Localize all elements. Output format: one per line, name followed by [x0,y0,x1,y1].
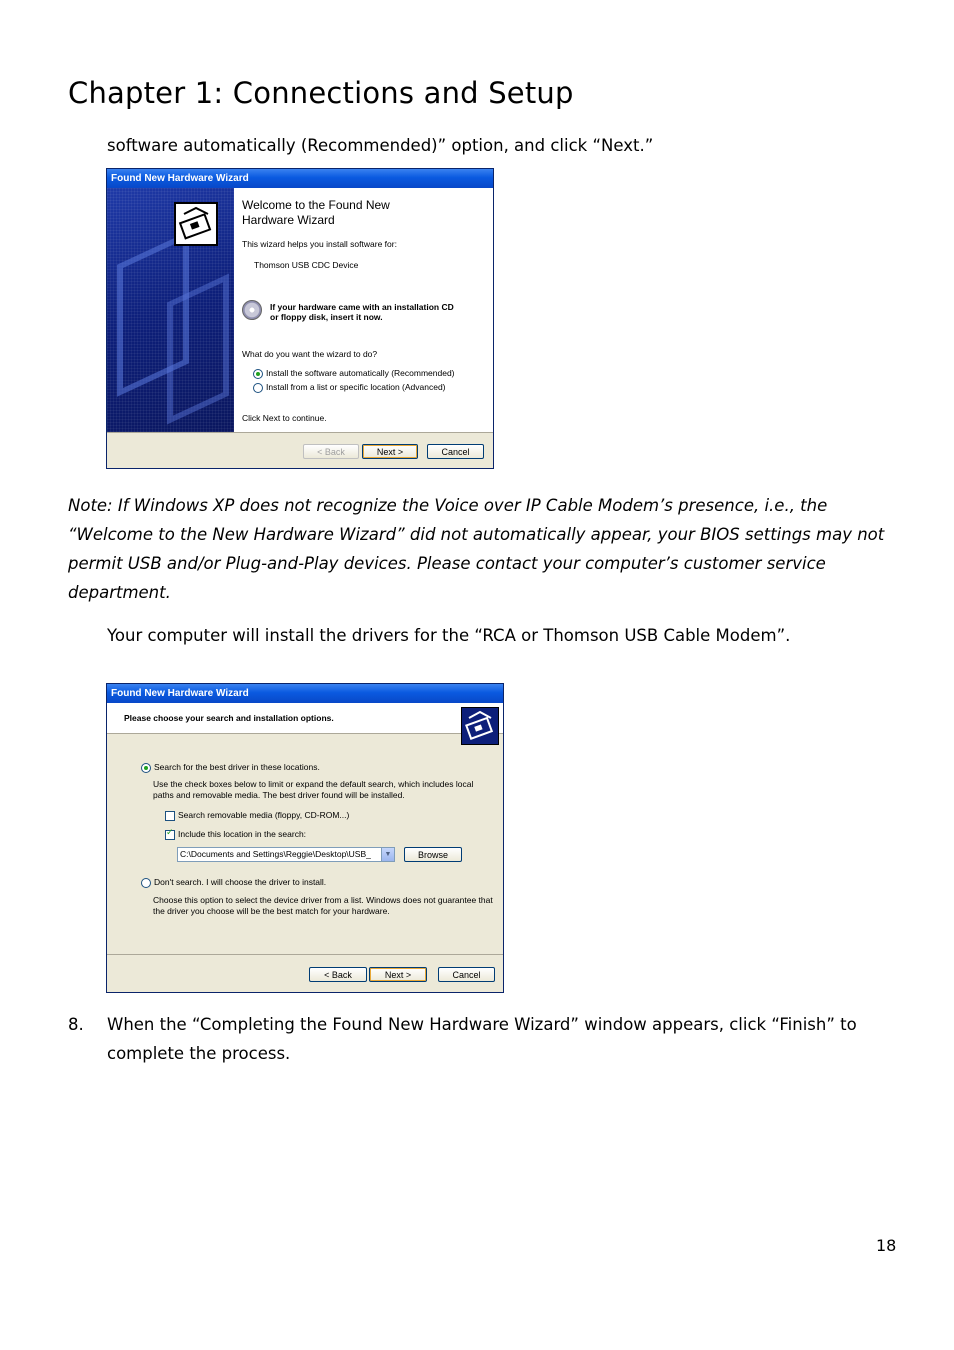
welcome-title: Welcome to the Found New Hardware Wizard [242,198,390,227]
option-install-auto[interactable]: Install the software automatically (Recommended) [253,368,455,379]
dialog-titlebar: Found New Hardware Wizard [107,169,493,188]
device-name: Thomson USB CDC Device [254,260,359,270]
radio-icon[interactable] [253,383,263,393]
cancel-button[interactable]: Cancel [427,444,484,459]
page-number: 18 [876,1236,897,1255]
check-include-location[interactable]: ✓Include this location in the search: [165,829,306,840]
chevron-down-icon[interactable]: ▼ [381,848,394,861]
wizard-welcome-dialog [106,168,494,469]
header-text: Please choose your search and installation options. [124,713,334,723]
step-number: 8. [68,1015,84,1034]
check-removable-media[interactable]: Search removable media (floppy, CD-ROM...) [165,810,349,821]
option-dont-search[interactable]: Don't search. I will choose the driver to install. [141,877,326,888]
option-install-list[interactable]: Install from a list or specific location (Advanced) [253,382,446,393]
back-button[interactable]: < Back [303,444,359,459]
radio-selected-icon[interactable] [253,369,263,379]
continue-text: Click Next to continue. [242,413,327,423]
browse-button[interactable]: Browse [404,847,462,862]
cd-icon [242,300,262,320]
dont-desc-line2: the driver you choose will be the best match for your hardware. [153,906,390,916]
search-desc-line2: paths and removable media. The best driver found will be installed. [153,790,405,800]
option-search-best[interactable]: Search for the best driver in these locations. [141,762,320,773]
next-button[interactable]: Next > [369,967,427,982]
location-path-field[interactable]: C:\Documents and Settings\Reggie\Desktop\USB_ [177,847,395,862]
wizard-header [107,703,503,734]
radio-selected-icon[interactable] [141,763,151,773]
helps-text: This wizard helps you install software for: [242,239,397,249]
intro-text: software automatically (Recommended)” option, and click “Next.” [107,136,654,155]
cd-line1: If your hardware came with an installation CD [270,302,454,312]
back-button[interactable]: < Back [309,967,367,982]
dialog-titlebar: Found New Hardware Wizard [107,684,503,703]
install-text: Your computer will install the drivers for the “RCA or Thomson USB Cable Modem”. [107,626,791,645]
hardware-wizard-icon [461,707,499,745]
footer-divider [107,954,503,955]
cancel-button[interactable]: Cancel [438,967,495,982]
wizard-question: What do you want the wizard to do? [242,349,378,359]
radio-icon[interactable] [141,878,151,888]
wizard-footer [107,432,493,468]
checkbox-checked-icon[interactable] [165,830,175,840]
note-text: Note: If Windows XP does not recognize the Voice over IP Cable Modem’s presence, i.e., the “Welcome to the New Hardware Wizard” did not automatically appear, your BIOS settings may not permit USB and/or Plug-and-Play devices. Please contact your computer’s customer service department. [68,496,885,602]
checkbox-icon[interactable] [165,811,175,821]
search-desc-line1: Use the check boxes below to limit or expand the default search, which includes local [153,779,474,789]
step-text: When the “Completing the Found New Hardware Wizard” window appears, click “Finish” to complete the process. [107,1015,857,1063]
dont-desc-line1: Choose this option to select the device driver from a list. Windows does not guarantee that [153,895,493,905]
wizard-sidebar-graphic [107,188,234,432]
wizard-search-options-dialog [106,683,504,993]
wizard-content [234,188,493,432]
chapter-title: Chapter 1: Connections and Setup [68,76,574,110]
next-button[interactable]: Next > [362,444,418,459]
cd-line2: or floppy disk, insert it now. [270,312,383,322]
hardware-wizard-icon [174,202,218,246]
